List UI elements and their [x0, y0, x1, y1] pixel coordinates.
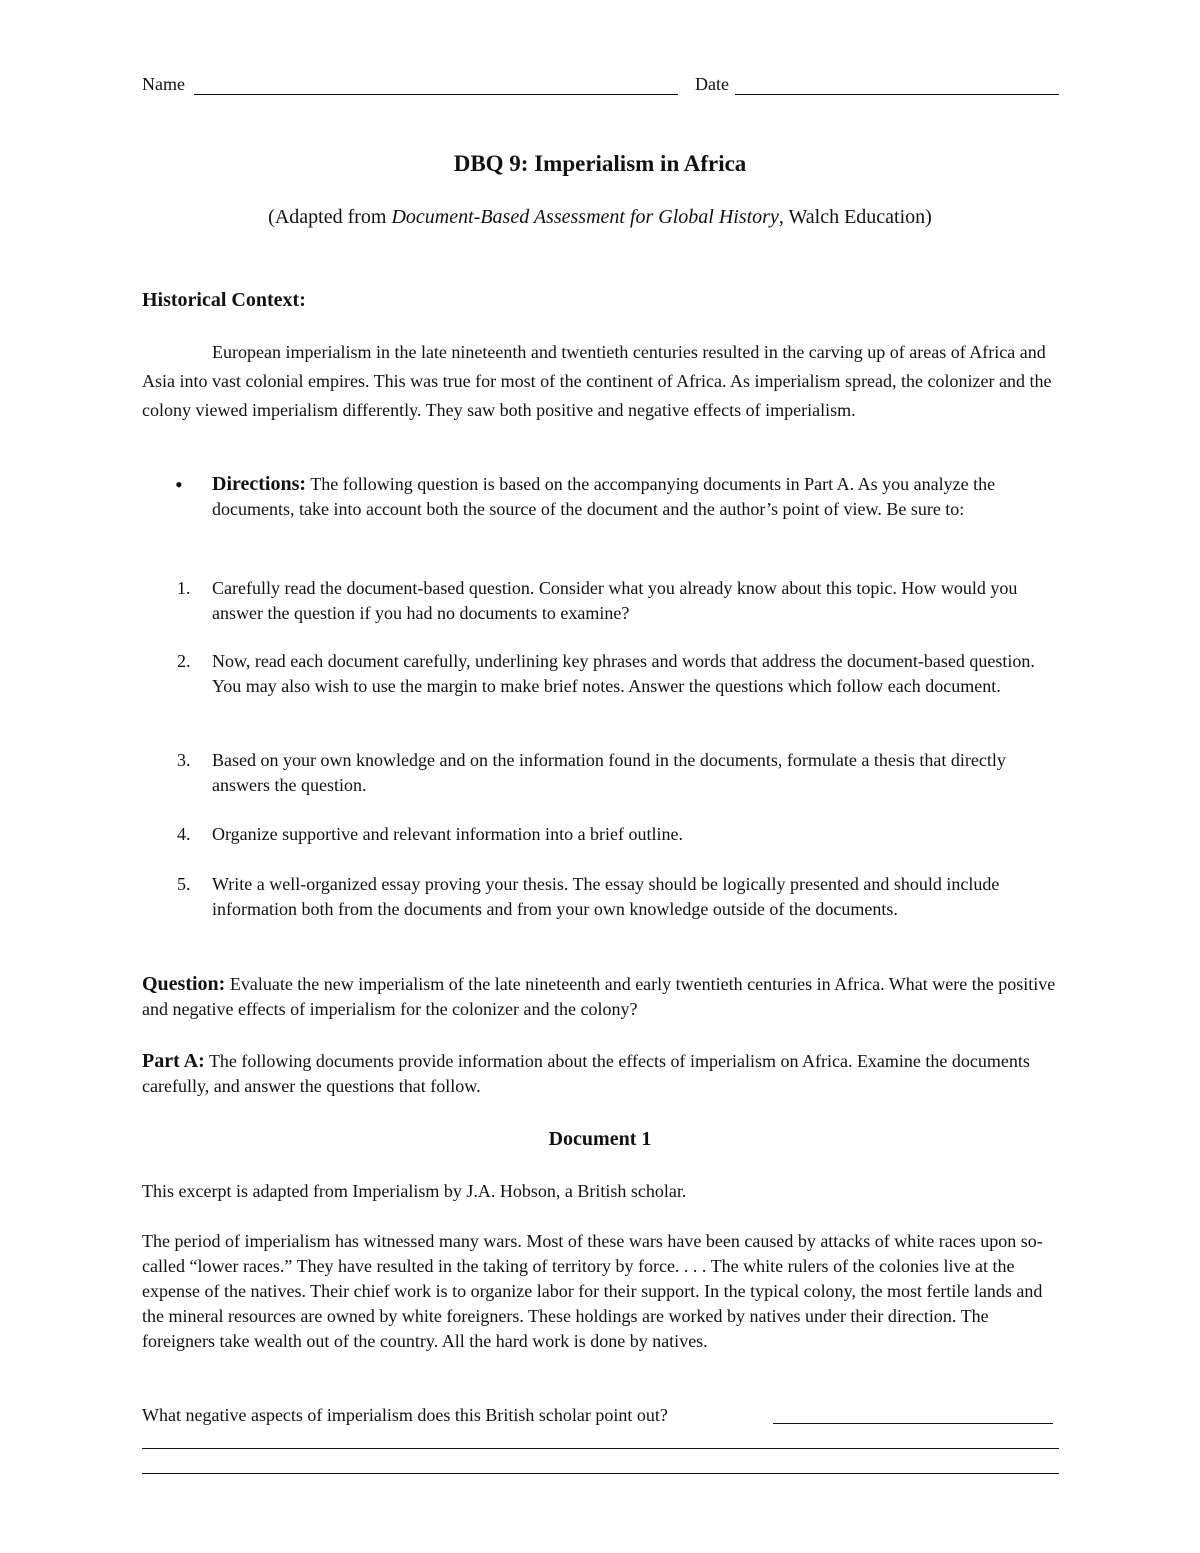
historical-context-text: European imperialism in the late nineteenth and twentieth centuries resulted in the carving up of areas of Africa and Asia into vast colonial empires. This was true for most of the continent of Africa. As imperialism spread, the colonizer and the colony viewed imperialism differently. They saw both positive and negative effects of imperialism.: [142, 342, 1052, 420]
step-number: 4.: [177, 824, 191, 844]
step-number: 2.: [177, 651, 191, 671]
answer-line[interactable]: [142, 1448, 1059, 1449]
document-1-intro: This excerpt is adapted from Imperialism by J.A. Hobson, a British scholar.: [142, 1181, 687, 1201]
part-a-text: The following documents provide information about the effects of imperialism on Africa. Examine the documents carefully, and answer the questions that follow.: [142, 1051, 1030, 1096]
step-number: 3.: [177, 750, 191, 770]
name-label: Name: [142, 74, 185, 94]
directions-label: Directions:: [212, 473, 307, 495]
step-text: Carefully read the document-based question. Consider what you already know about this topic. How would you answer the question if you had no documents to examine?: [212, 578, 1018, 623]
question-label: Question:: [142, 973, 226, 995]
page-subtitle: [0, 204, 1200, 230]
subtitle-prefix: (Adapted from: [268, 206, 392, 228]
part-a-block: [142, 1049, 1060, 1099]
bullet-icon: •: [175, 472, 183, 497]
document-1-heading: Document 1: [548, 1128, 652, 1150]
question-text: Evaluate the new imperialism of the late nineteenth and early twentieth centuries in Africa. What were the positive and negative effects of imperialism for the colonizer and the colony?: [142, 974, 1056, 1019]
step-number: 1.: [177, 578, 191, 598]
date-label: Date: [695, 74, 729, 94]
step-text: Organize supportive and relevant information into a brief outline.: [212, 824, 684, 844]
document-1-excerpt: The period of imperialism has witnessed many wars. Most of these wars have been caused by attacks of white races upon so-called “lower races.” They have resulted in the taking of territory by force. . . . The white rulers of the colonies live at the expense of the natives. Their chief work is to organize labor for their support. In the typical colony, the most fertile lands and the mineral resources are owned by white foreigners. These holdings are worked by natives under their direction. The foreigners take wealth out of the country. All the hard work is done by natives.: [142, 1231, 1043, 1351]
step-text: Write a well-organized essay proving your thesis. The essay should be logically presented and should include information both from the documents and from your own knowledge outside of the documents.: [212, 874, 1000, 919]
step-number: 5.: [177, 874, 191, 894]
subtitle-suffix: , Walch Education): [778, 206, 932, 228]
step-text: Now, read each document carefully, underlining key phrases and words that address the document-based question. You may also wish to use the margin to make brief notes. Answer the questions which follow each document.: [212, 651, 1035, 696]
directions-block: [212, 472, 1060, 522]
answer-line[interactable]: [773, 1423, 1053, 1424]
historical-context-heading: Historical Context:: [142, 289, 306, 311]
page-title: DBQ 9: Imperialism in Africa: [453, 151, 747, 176]
part-a-label: Part A:: [142, 1050, 205, 1072]
name-field-line[interactable]: [194, 94, 678, 95]
directions-text: The following question is based on the accompanying documents in Part A. As you analyze the documents, take into account both the source of the document and the author’s point of view. Be sure to:: [212, 474, 996, 519]
question-block: [142, 972, 1060, 1022]
subtitle-book-title: Document-Based Assessment for Global History: [391, 206, 779, 228]
step-text: Based on your own knowledge and on the information found in the documents, formulate a thesis that directly answers the question.: [212, 750, 1006, 795]
document-1-question: What negative aspects of imperialism does this British scholar point out?: [142, 1405, 668, 1425]
answer-line[interactable]: [142, 1473, 1059, 1474]
date-field-line[interactable]: [735, 94, 1059, 95]
